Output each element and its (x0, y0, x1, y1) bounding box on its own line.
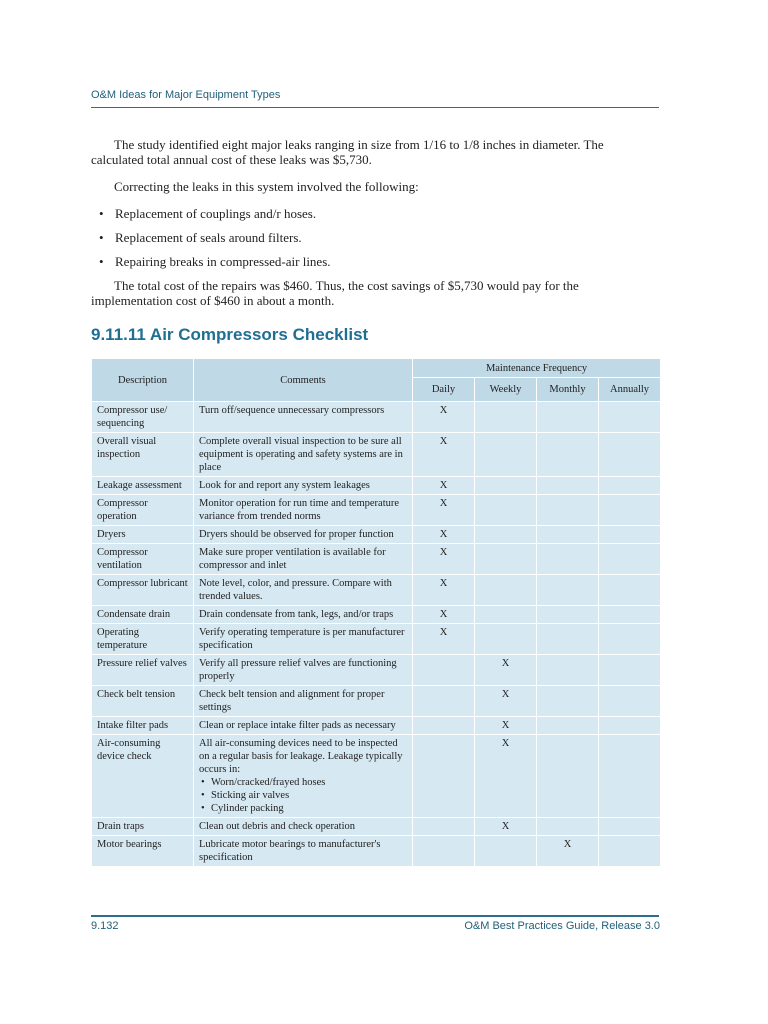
row-weekly-cell (475, 836, 537, 867)
row-annually-cell (599, 606, 661, 624)
row-daily-cell: X (413, 544, 475, 575)
row-monthly-cell (537, 818, 599, 836)
row-annually-cell (599, 433, 661, 477)
row-comment (194, 735, 413, 818)
row-daily-cell (413, 836, 475, 867)
row-comment-text: Clean or replace intake filter pads as necessary (199, 720, 396, 731)
row-monthly-cell (537, 624, 599, 655)
row-weekly-cell (475, 402, 537, 433)
row-annually-cell (599, 735, 661, 818)
row-weekly-cell (475, 526, 537, 544)
row-monthly-cell (537, 402, 599, 433)
row-description: Compressor operation (92, 495, 194, 526)
row-comment (194, 606, 413, 624)
row-daily-cell (413, 735, 475, 818)
row-description: Intake filter pads (92, 717, 194, 735)
column-header-daily: Daily (413, 378, 475, 402)
row-comment (194, 402, 413, 433)
row-daily-cell (413, 818, 475, 836)
row-comment-text: Check belt tension and alignment for proper settings (199, 689, 385, 713)
row-comment-sub-item: • Cylinder packing (199, 802, 407, 815)
row-daily-cell (413, 717, 475, 735)
row-weekly-cell (475, 477, 537, 495)
row-comment (194, 526, 413, 544)
list-item: • Repairing breaks in compressed-air lines. (115, 254, 659, 269)
column-header-annually: Annually (599, 378, 661, 402)
row-comment-text: Look for and report any system leakages (199, 480, 370, 491)
row-description: Compressor lubricant (92, 575, 194, 606)
row-comment-text: All air-consuming devices need to be inspected on a regular basis for leakage. Leakage typically occurs in: (199, 738, 403, 775)
row-monthly-cell (537, 735, 599, 818)
row-comment-text: Turn off/sequence unnecessary compressors (199, 405, 385, 416)
table-row (92, 717, 661, 735)
row-monthly-cell (537, 686, 599, 717)
row-comment (194, 433, 413, 477)
row-monthly-cell (537, 606, 599, 624)
table-row (92, 433, 661, 477)
header-rule (91, 107, 659, 108)
row-monthly-cell (537, 495, 599, 526)
row-daily-cell: X (413, 575, 475, 606)
table-row (92, 575, 661, 606)
row-weekly-cell (475, 495, 537, 526)
row-annually-cell (599, 495, 661, 526)
row-description: Operating temperature (92, 624, 194, 655)
row-monthly-cell (537, 477, 599, 495)
row-weekly-cell (475, 575, 537, 606)
row-description: Condensate drain (92, 606, 194, 624)
row-annually-cell (599, 717, 661, 735)
row-monthly-cell (537, 526, 599, 544)
section-title: 9.11.11 Air Compressors Checklist (91, 325, 369, 344)
row-description: Air-consuming device check (92, 735, 194, 818)
row-annually-cell (599, 526, 661, 544)
list-item: • Replacement of seals around filters. (115, 230, 659, 245)
row-annually-cell (599, 477, 661, 495)
row-description: Dryers (92, 526, 194, 544)
row-comment-text: Verify operating temperature is per manufacturer specification (199, 627, 405, 651)
column-header-comments: Comments (194, 359, 413, 402)
row-comment (194, 717, 413, 735)
table-row (92, 735, 661, 818)
running-header: O&M Ideas for Major Equipment Types (91, 89, 281, 101)
guide-title: O&M Best Practices Guide, Release 3.0 (464, 920, 660, 932)
row-weekly-cell: X (475, 818, 537, 836)
row-weekly-cell (475, 624, 537, 655)
row-daily-cell (413, 655, 475, 686)
row-description: Check belt tension (92, 686, 194, 717)
row-daily-cell: X (413, 477, 475, 495)
row-description: Motor bearings (92, 836, 194, 867)
row-comment (194, 655, 413, 686)
table-row (92, 686, 661, 717)
paragraph-repair-cost: The total cost of the repairs was $460. Thus, the cost savings of $5,730 would pay for the implementation cost of $460 in about a month. (91, 278, 579, 308)
row-description: Overall visual inspection (92, 433, 194, 477)
row-weekly-cell: X (475, 717, 537, 735)
row-comment-sub-item: • Sticking air valves (199, 789, 407, 802)
corrections-list (91, 206, 659, 269)
row-comment-text: Verify all pressure relief valves are functioning properly (199, 658, 397, 682)
row-daily-cell: X (413, 526, 475, 544)
page-number: 9.132 (91, 920, 119, 932)
row-comment (194, 575, 413, 606)
row-comment (194, 624, 413, 655)
row-daily-cell (413, 686, 475, 717)
table-row (92, 606, 661, 624)
column-header-weekly: Weekly (475, 378, 537, 402)
row-daily-cell: X (413, 624, 475, 655)
row-annually-cell (599, 655, 661, 686)
row-weekly-cell (475, 433, 537, 477)
row-monthly-cell (537, 575, 599, 606)
table-row (92, 477, 661, 495)
row-comment (194, 686, 413, 717)
row-comment-text: Dryers should be observed for proper function (199, 529, 394, 540)
row-description: Drain traps (92, 818, 194, 836)
row-comment-text: Make sure proper ventilation is available for compressor and inlet (199, 547, 386, 571)
row-comment (194, 477, 413, 495)
column-group-maintenance-frequency: Maintenance Frequency (413, 359, 661, 378)
row-weekly-cell (475, 544, 537, 575)
row-annually-cell (599, 544, 661, 575)
paragraph-corrections-intro: Correcting the leaks in this system involved the following: (114, 179, 419, 194)
paragraph-leak-study: The study identified eight major leaks ranging in size from 1/16 to 1/8 inches in diameter. The calculated total annual cost of these leaks was $5,730. (91, 137, 604, 167)
row-comment (194, 495, 413, 526)
row-monthly-cell (537, 544, 599, 575)
table-row (92, 526, 661, 544)
row-comment-text: Monitor operation for run time and temperature variance from trended norms (199, 498, 400, 522)
list-item: • Replacement of couplings and/r hoses. (115, 206, 659, 221)
table-row (92, 818, 661, 836)
row-annually-cell (599, 818, 661, 836)
row-comment-text: Drain condensate from tank, legs, and/or traps (199, 609, 394, 620)
row-comment-sub-item: • Worn/cracked/frayed hoses (199, 776, 407, 789)
row-description: Compressor ventilation (92, 544, 194, 575)
table-row (92, 655, 661, 686)
row-weekly-cell: X (475, 686, 537, 717)
column-header-monthly: Monthly (537, 378, 599, 402)
row-monthly-cell (537, 433, 599, 477)
table-row (92, 495, 661, 526)
row-monthly-cell (537, 655, 599, 686)
row-comment-text: Clean out debris and check operation (199, 821, 355, 832)
row-weekly-cell: X (475, 655, 537, 686)
row-weekly-cell: X (475, 735, 537, 818)
table-row (92, 836, 661, 867)
row-comment-text: Note level, color, and pressure. Compare with trended values. (199, 578, 392, 602)
row-annually-cell (599, 624, 661, 655)
row-description: Compressor use/ sequencing (92, 402, 194, 433)
column-header-description: Description (92, 359, 194, 402)
table-row (92, 402, 661, 433)
table-row (92, 544, 661, 575)
row-daily-cell: X (413, 433, 475, 477)
row-daily-cell: X (413, 495, 475, 526)
row-comment-text: Lubricate motor bearings to manufacturer's specification (199, 839, 381, 863)
row-annually-cell (599, 836, 661, 867)
row-daily-cell: X (413, 606, 475, 624)
row-comment (194, 818, 413, 836)
row-annually-cell (599, 686, 661, 717)
row-description: Pressure relief valves (92, 655, 194, 686)
row-annually-cell (599, 402, 661, 433)
row-description: Leakage assessment (92, 477, 194, 495)
checklist-body (92, 402, 661, 867)
row-monthly-cell (537, 717, 599, 735)
row-comment-text: Complete overall visual inspection to be sure all equipment is operating and safety systems are in place (199, 436, 403, 473)
row-monthly-cell: X (537, 836, 599, 867)
checklist-table (91, 358, 661, 867)
row-annually-cell (599, 575, 661, 606)
footer-rule (91, 915, 659, 917)
row-daily-cell: X (413, 402, 475, 433)
body-text (91, 137, 659, 320)
row-comment (194, 544, 413, 575)
row-comment (194, 836, 413, 867)
row-weekly-cell (475, 606, 537, 624)
table-row (92, 624, 661, 655)
